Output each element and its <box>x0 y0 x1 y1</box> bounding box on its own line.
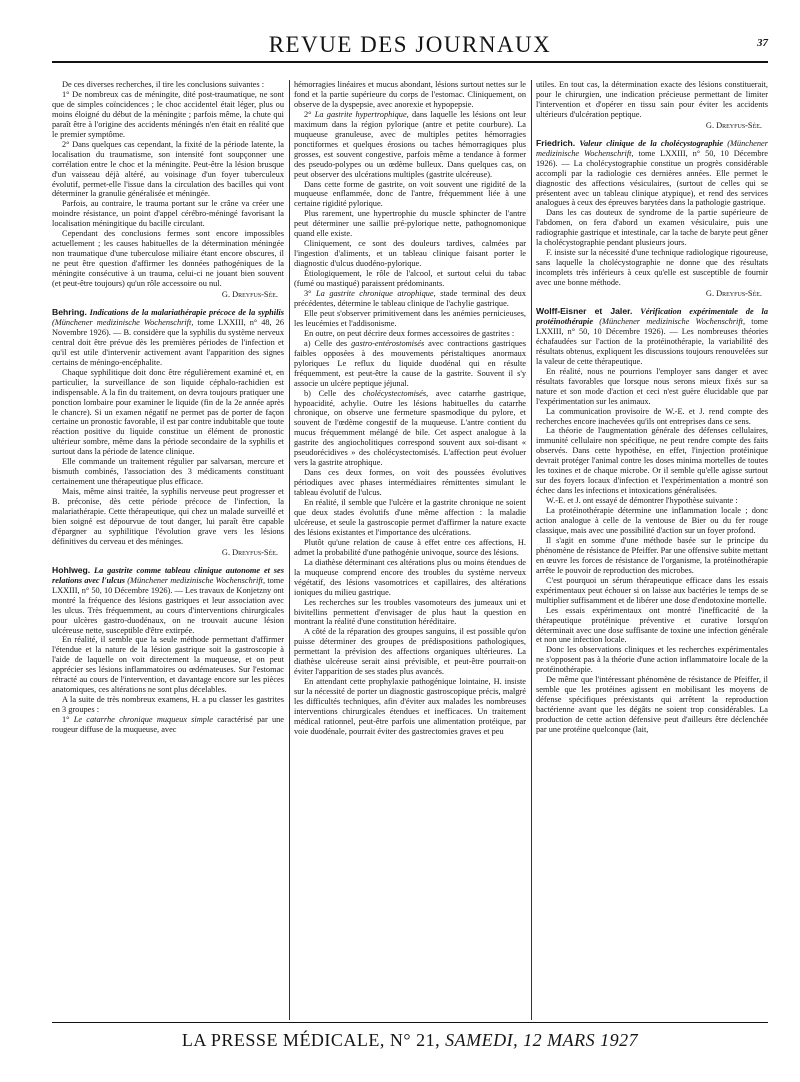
paragraph: Plutôt qu'une relation de cause à effet entre ces affections, H. admet la probabilité d'une pathogénie univoque, source des lésions. <box>294 537 526 557</box>
article-author: Wolff-Eisner et Jaler. <box>536 306 633 317</box>
paragraph: Parfois, au contraire, le trauma portant sur le crâne va créer une moindre résistance, un point d'appel cérébro-méningé favorisant la localisation méningitique du bacille circulant. <box>52 199 284 229</box>
gastritis-form: cholécystectomisés <box>362 388 427 398</box>
paragraph: En réalité, nous ne pourrions l'employer sans danger et avec résultats favorables que lorsque nous serons mieux fixés sur sa nature et son mode d'action et ceci n'est guère élucidable que par l'expérimentation sur les animaux. <box>536 366 768 406</box>
list-label: b) Celle des <box>304 388 363 398</box>
paragraph: La protéinothérapie détermine une inflammation locale ; donc action analogue à celle de la ventouse de Bier ou du fer rouge classique, mais avec une possibilité d'action sur un foyer profond. <box>536 506 768 535</box>
paragraph: — La cholécystographie constitue un progrès considérable accompli par la radiologie ces dernières années. Elle permet le diagnostic des affections vésiculaires, (surtout de celles qui se présentent avec un tableau clinique atypique), et rend des services analogues à ceux des épreuves barytées dans la pathologie gastrique. <box>536 158 768 208</box>
paragraph: De ces diverses recherches, il tire les conclusions suivantes : <box>62 80 265 89</box>
article-reference-volume: tome LXXIII, n° 48, 26 Novembre 1926). <box>52 317 284 337</box>
paragraph: — B. considère que la syphilis du système nerveux central doit être prévue dès les premières périodes de l'infection et qu'il est utile d'intervenir activement avant l'apparition des signes certains de méningo-encéphalite. <box>52 327 284 367</box>
paragraph: Cliniquement, ce sont des douleurs tardives, calmées par l'ingestion d'aliments, et un tableau clinique faisant porter le diagnostic d'ulcus duodéno-pylorique. <box>294 239 526 269</box>
paragraph: Chaque syphilitique doit donc être régulièrement examiné et, en particulier, la surveillance de son liquide céphalo-rachidien est indispensable. A la fin du traitement, on devra toujours pratiquer une ponction lombaire pour examiner le liquide (fin de la 2e année après le chancre). Si un examen négatif ne permet pas de porter de façon certaine un pronostic favorable, il est par contre indubitable que toute réaction positive du liquide constitue un élément de pronostic ultérieur sombre, même dans la période secondaire de la syphilis et surtout dans la période de latence clinique. <box>52 367 284 457</box>
article-columns <box>52 80 768 1020</box>
column-2 <box>294 80 526 1020</box>
paragraph: Cependant des conclusions fermes sont encore impossibles actuellement ; les causes habituelles de la détermination méningée non traumatique d'une tuberculose miliaire étant encore obscures, il ne peut être question d'affirmer les données pathogéniques de la méningite consécutive à un trauma, celui-ci ne jouant bien souvent (et peut-être toujours) qu'un rôle accessoire ou nul. <box>52 229 284 289</box>
paragraph: Mais, même ainsi traitée, la syphilis nerveuse peut progresser et B. préconise, dès cette période précoce de l'infection, la malariathérapie. Cette thérapeutique, qui chez un malade surveillé et bien soigné est dépourvue de tout danger, lui paraît être capable d'épargner au syphilitique l'évolution grave vers les lésions définitives du cerveau et des méninges. <box>52 487 284 546</box>
article-heading-behring <box>52 308 284 368</box>
paragraph: La théorie de l'augmentation générale des défenses cellulaires, immunité cellulaire non spécifique, ne peut rendre compte des faits observés. Dans cette hypothèse, en effet, l'injection protéinique devrait protéger l'animal contre les doses minima mortelles de toutes les toxines et de chaque microbe. Or il semble qu'elle agisse surtout sur des foyers locaux d'infection et l'expérimentation a montré son échec dans les infections et intoxications généralisées. <box>536 426 768 496</box>
paragraph <box>52 715 284 735</box>
paragraph: En attendant cette prophylaxie pathogénique lointaine, H. insiste sur la nécessité de porter un diagnostic gastroscopique précis, malgré les difficultés techniques, afin d'éviter aux malades les nombreuses interventions chirurgicales étendues et inefficaces. Un traitement médical rationnel, peut-être parfois une alimentation protéique, par voie duodénale, pourrait éviter des gastrectomies graves et peu <box>294 677 526 736</box>
footer-rule <box>52 1022 768 1023</box>
journal-name: LA PRESSE MÉDICALE, N° 21, <box>181 1030 441 1050</box>
paragraph: hémorragies linéaires et mucus abondant, lésions surtout nettes sur le fond et la partie supérieure du corps de l'estomac. Cliniquement, on observe de la dyspepsie, avec anorexie et hypopepsie. <box>294 80 526 109</box>
paragraph: Les recherches sur les troubles vasomoteurs des jumeaux uni et bivitellins permettent d'envisager de plus haut la question en montrant la réalité d'une constitution héréditaire. <box>294 597 526 627</box>
gastritis-type: Le catarrhe chronique muqueux simple <box>73 715 213 725</box>
column-1 <box>52 80 284 1020</box>
gastritis-form: gastro-entérostomisés <box>351 338 425 348</box>
paragraph-text: , stade terminal des deux précédentes, détermine le tableau clinique de l'achylie gastrique. <box>294 289 526 308</box>
article-reference-volume: tome LXXIII, n° 50, 10 Décembre 1926). <box>52 575 284 595</box>
paragraph: En réalité, il semble que la seule méthode permettant d'affirmer l'étendue et la nature de la lésion gastrique soit la gastroscopie à l'aide de laquelle on voit directement la muqueuse, et on peut apprécier ses lésions inflammatoires ou œdémateuses. Sur l'estomac rétracté au cours de l'intervention, et davantage encore sur les pièces anatomiques, ces altérations ne sont plus décelables. <box>52 635 284 695</box>
list-number: 1° <box>62 715 74 725</box>
article-reference-volume: tome LXXIII, n° 50, 10 Décembre 1926). <box>536 148 768 168</box>
paragraph: Dans cette forme de gastrite, on voit souvent une rigidité de la muqueuse enflammée, donc de l'antre, fréquemment liée à une certaine rigidité pylorique. <box>294 179 526 209</box>
paragraph: En outre, on peut décrire deux formes accessoires de gastrites : <box>304 328 515 338</box>
signature: G. Dreyfus-Sée. <box>705 289 762 299</box>
list-number: 3° <box>304 289 317 299</box>
paragraph: C'est pourquoi un sérum thérapeutique efficace dans les essais expérimentaux peut échouer si on laisse aux bactéries le temps de se multiplier suffisamment et de libérer une dose d'endotoxine mortelle. <box>536 575 768 605</box>
article-reference: (Münchener medizinische Wochenschrift, <box>599 316 746 326</box>
paragraph <box>294 389 526 469</box>
page-footer <box>52 1022 768 1062</box>
gastritis-type: La gastrite chronique atrophique <box>316 289 434 299</box>
paragraph: W.-E. et J. ont essayé de démontrer l'hypothèse suivante : <box>546 496 738 506</box>
signature: G. Dreyfus-Sée. <box>705 120 762 130</box>
paragraph-text: caractérisé par une rougeur diffuse de la muqueuse, avec <box>52 715 284 735</box>
column-divider <box>531 80 532 1020</box>
paragraph: La communication provisoire de W.-E. et J. rend compte des recherches encore inachevées qu'ils ont entreprises dans ce sens. <box>536 406 768 426</box>
list-number: 2° <box>304 109 315 119</box>
article-author: Behring. <box>52 306 87 317</box>
paragraph: Les essais expérimentaux ont montré l'inefficacité de la thérapeutique protéinique préventive et curative lorsqu'on déterminait avec une dose suffisante de toxine une infection générale et non une infection locale. <box>536 605 768 645</box>
paragraph: La diathèse déterminant ces altérations plus ou moins étendues de la muqueuse comprend encore des troubles du système nerveux végétatif, des lésions vasomotrices et capillaires, des altérations ioniques du milieu gastrique. <box>294 557 526 597</box>
article-reference: (Münchener medizinische Wochenschrift, <box>536 138 768 158</box>
header-rule <box>52 61 768 63</box>
column-3 <box>536 80 768 1020</box>
article-author: Hohlweg. <box>52 564 91 575</box>
page-number: 37 <box>757 37 768 49</box>
article-heading-friedrich <box>536 139 768 209</box>
issue-date: SAMEDI, 12 MARS 1927 <box>445 1030 639 1050</box>
paragraph: Donc les observations cliniques et les recherches expérimentales ne s'opposent pas à la théorie d'une action inflammatoire locale de la protéinothérapie. <box>536 645 768 675</box>
paragraph: Étiologiquement, le rôle de l'alcool, et surtout celui du tabac (fumé ou mastiqué) paraissent prédominants. <box>294 269 526 289</box>
article-author: Friedrich. <box>536 137 576 148</box>
article-title: La gastrite comme tableau clinique autonome et ses relations avec l'ulcus <box>52 565 284 585</box>
article-reference: (Münchener medizinische Wochenschrift, <box>52 317 194 327</box>
paragraph: A côté de la réparation des groupes sanguins, il est possible qu'on puisse déterminer des groupes de prédispositions pathologiques, permettant la prévision des affections organiques ultérieures. La diathèse ulcéreuse serait ainsi prévisible, et peut-être pourrait-on éviter l'apparition de ses stades plus avancés. <box>294 627 526 677</box>
paragraph: — Les travaux de Konjetzny ont montré la fréquence des lésions gastriques et leur association avec les ulcus. Très fréquemment, au cours d'interventions chirurgicales pour ulcères gastro-duodénaux, on ne trouvait aucune lésion ulcéreuse nette, susceptible d'être extirpée. <box>52 585 284 635</box>
paragraph <box>294 289 526 309</box>
paragraph: En réalité, il semble que l'ulcère et la gastrite chronique ne soient que deux stades évolutifs d'une même affection : la maladie ulcéreuse, et seule la gastroscopie permet d'affirmer la nature exacte des lésions existantes et l'importance des ulcérations. <box>294 498 526 537</box>
column-divider <box>289 80 290 1020</box>
gastritis-type: La gastrite hypertrophique <box>314 109 407 119</box>
paragraph: Il s'agit en somme d'une méthode basée sur le principe du phénomène de résistance de Pfeiffer. Par une offensive subite mettant en œuvre les forces de résistance de l'organisme, la protéinothérapie arrête le pouvoir de reproduction des microbes. <box>536 535 768 575</box>
article-heading-wolff-eisner <box>536 307 768 367</box>
paragraph: utiles. En tout cas, la détermination exacte des lésions constituerait, pour le chirurgien, une indication précieuse permettant de limiter l'intervention et d'opérer en tissu sain pour éviter les accidents ultérieurs d'ulcération peptique. <box>536 80 768 119</box>
paragraph: 1° De nombreux cas de méningite, dité post-traumatique, ne sont que de simples coïncidences ; le choc accidentel était léger, plus ou moins éloigné du début de la méningite ; parfois même, la chute qui paraît être à l'origine des accidents méningés n'en était en réalité que le premier symptôme. <box>52 89 284 139</box>
article-reference-volume: tome LXXIII, n° 50, 10 Décembre 1926). <box>536 316 768 336</box>
paragraph <box>294 110 526 180</box>
paragraph: Dans les cas douteux de syndrome de la partie supérieure de l'abdomen, on fera d'abord un examen vésiculaire, puis une radiographie gastrique et intestinale, car la tache de baryte peut gêner la cholécystographie pendant plusieurs jours. <box>536 208 768 248</box>
footer-line <box>52 1030 768 1051</box>
list-label: a) Celle des <box>304 338 352 348</box>
article-title: Vérification expérimentale de la protéinothérapie <box>536 307 768 326</box>
signature: G. Dreyfus-Sée. <box>221 290 278 300</box>
article-title: Indications de la malariathérapie précoce de la syphilis <box>89 307 284 317</box>
paragraph: F. insiste sur la nécessité d'une technique radiologique rigoureuse, sans laquelle la cholécystographie ne donne que des résultats incomplets très inférieurs à ceux qu'elle est susceptible de fournir avec une bonne méthode. <box>536 248 768 288</box>
page-header <box>52 28 768 64</box>
paragraph: 2° Dans quelques cas cependant, la fixité de la période latente, la localisation du traumatisme, son intensité font soupçonner une corrélation entre le choc et la méningite. Peut-être la lésion brusque d'un vaisseau déjà altéré, au voisinage d'un foyer tuberculeux évolutif, permet-elle l'issue dans la circulation des bacilles qui vont déterminer la granulie généralisée et méningée. <box>52 139 284 199</box>
paragraph: Elle commande un traitement régulier par salvarsan, mercure et bismuth combinés, l'association des 3 médicaments constituant certainement une thérapeutique plus efficace. <box>52 457 284 487</box>
signature: G. Dreyfus-Sée. <box>221 547 278 557</box>
paragraph-text: avec contractions gastriques faibles opposées à des mouvements péristaltiques anormaux pyloriques Le reflux du liquide duodénal qui en résulte fréquemment, est peut-être la cause de la gastrite. Souvent il s'y associe un ulcère peptique jéjunal. <box>294 338 526 388</box>
journal-section-title: REVUE DES JOURNAUX <box>268 32 552 57</box>
article-reference: (Münchener medizinische Wochenschrift, <box>127 575 266 585</box>
paragraph-text: , dans laquelle les lésions ont leur maximum dans la région pylorique (antre et petite courbure). La muqueuse granuleuse, avec de multiples petites hémorragies ponctiformes et quelques érosions ou taches hémorragiques plus grosses, est souvent congestive, parfois même a tendance à former des pseudo-polypes ou un œdème bulleux. Dans quelques cas, on peut observer des ulcérations multiples (gastrite ulcéreuse). <box>294 109 526 179</box>
paragraph: — Les nombreuses théories échafaudées sur l'action de la protéinothérapie, la variabilité des résultats obtenus, expliquent les discussions toujours renouvelées sur la valeur de cette thérapeutique. <box>536 326 768 366</box>
paragraph: Plus rarement, une hypertrophie du muscle sphincter de l'antre peut déterminer une saillie pré-pylorique nette, pathognomonique quand elle existe. <box>294 209 526 239</box>
paragraph: Elle peut s'observer primitivement dans les anémies pernicieuses, les leucémies et l'addisonisme. <box>294 308 526 328</box>
article-heading-hohlweg <box>52 566 284 636</box>
article-title: Valeur clinique de la cholécystographie <box>579 138 724 148</box>
paragraph <box>294 339 526 389</box>
paragraph: Dans ces deux formes, on voit des poussées évolutives périodiques avec phases intermédiaires rémittentes simulant le tableau évolutif de l'ulcus. <box>294 468 526 498</box>
paragraph-text: , avec catarrhe gastrique, hypoacidité, achylie. Outre les lésions habituelles du catarrhe chronique, on observe une fermeture spasmodique du pylore, et souvent de l'œdème congestif de la muqueuse. L'antre contient du mucus fréquemment mélangé de bile. Cet aspect analogue à la gastrite des angiocholitiques correspond souvent aux soi-disant « pseudorécidives » des cholécystectomisés. L'affection peut évoluer vers la gastrite atrophique. <box>294 388 526 468</box>
paragraph: A la suite de très nombreux examens, H. a pu classer les gastrites en 3 groupes : <box>52 695 284 715</box>
paragraph: De même que l'intéressant phénomène de résistance de Pfeiffer, il semble que les protéines agissent en mobilisant les moyens de défense spécifiques préexistants qui arrêtent la reproduction bactérienne avant que les dégâts ne soient trop considérables. La production de cette action défensive peut d'ailleurs être déclenchée par une protéine quelconque (lait, <box>536 675 768 735</box>
